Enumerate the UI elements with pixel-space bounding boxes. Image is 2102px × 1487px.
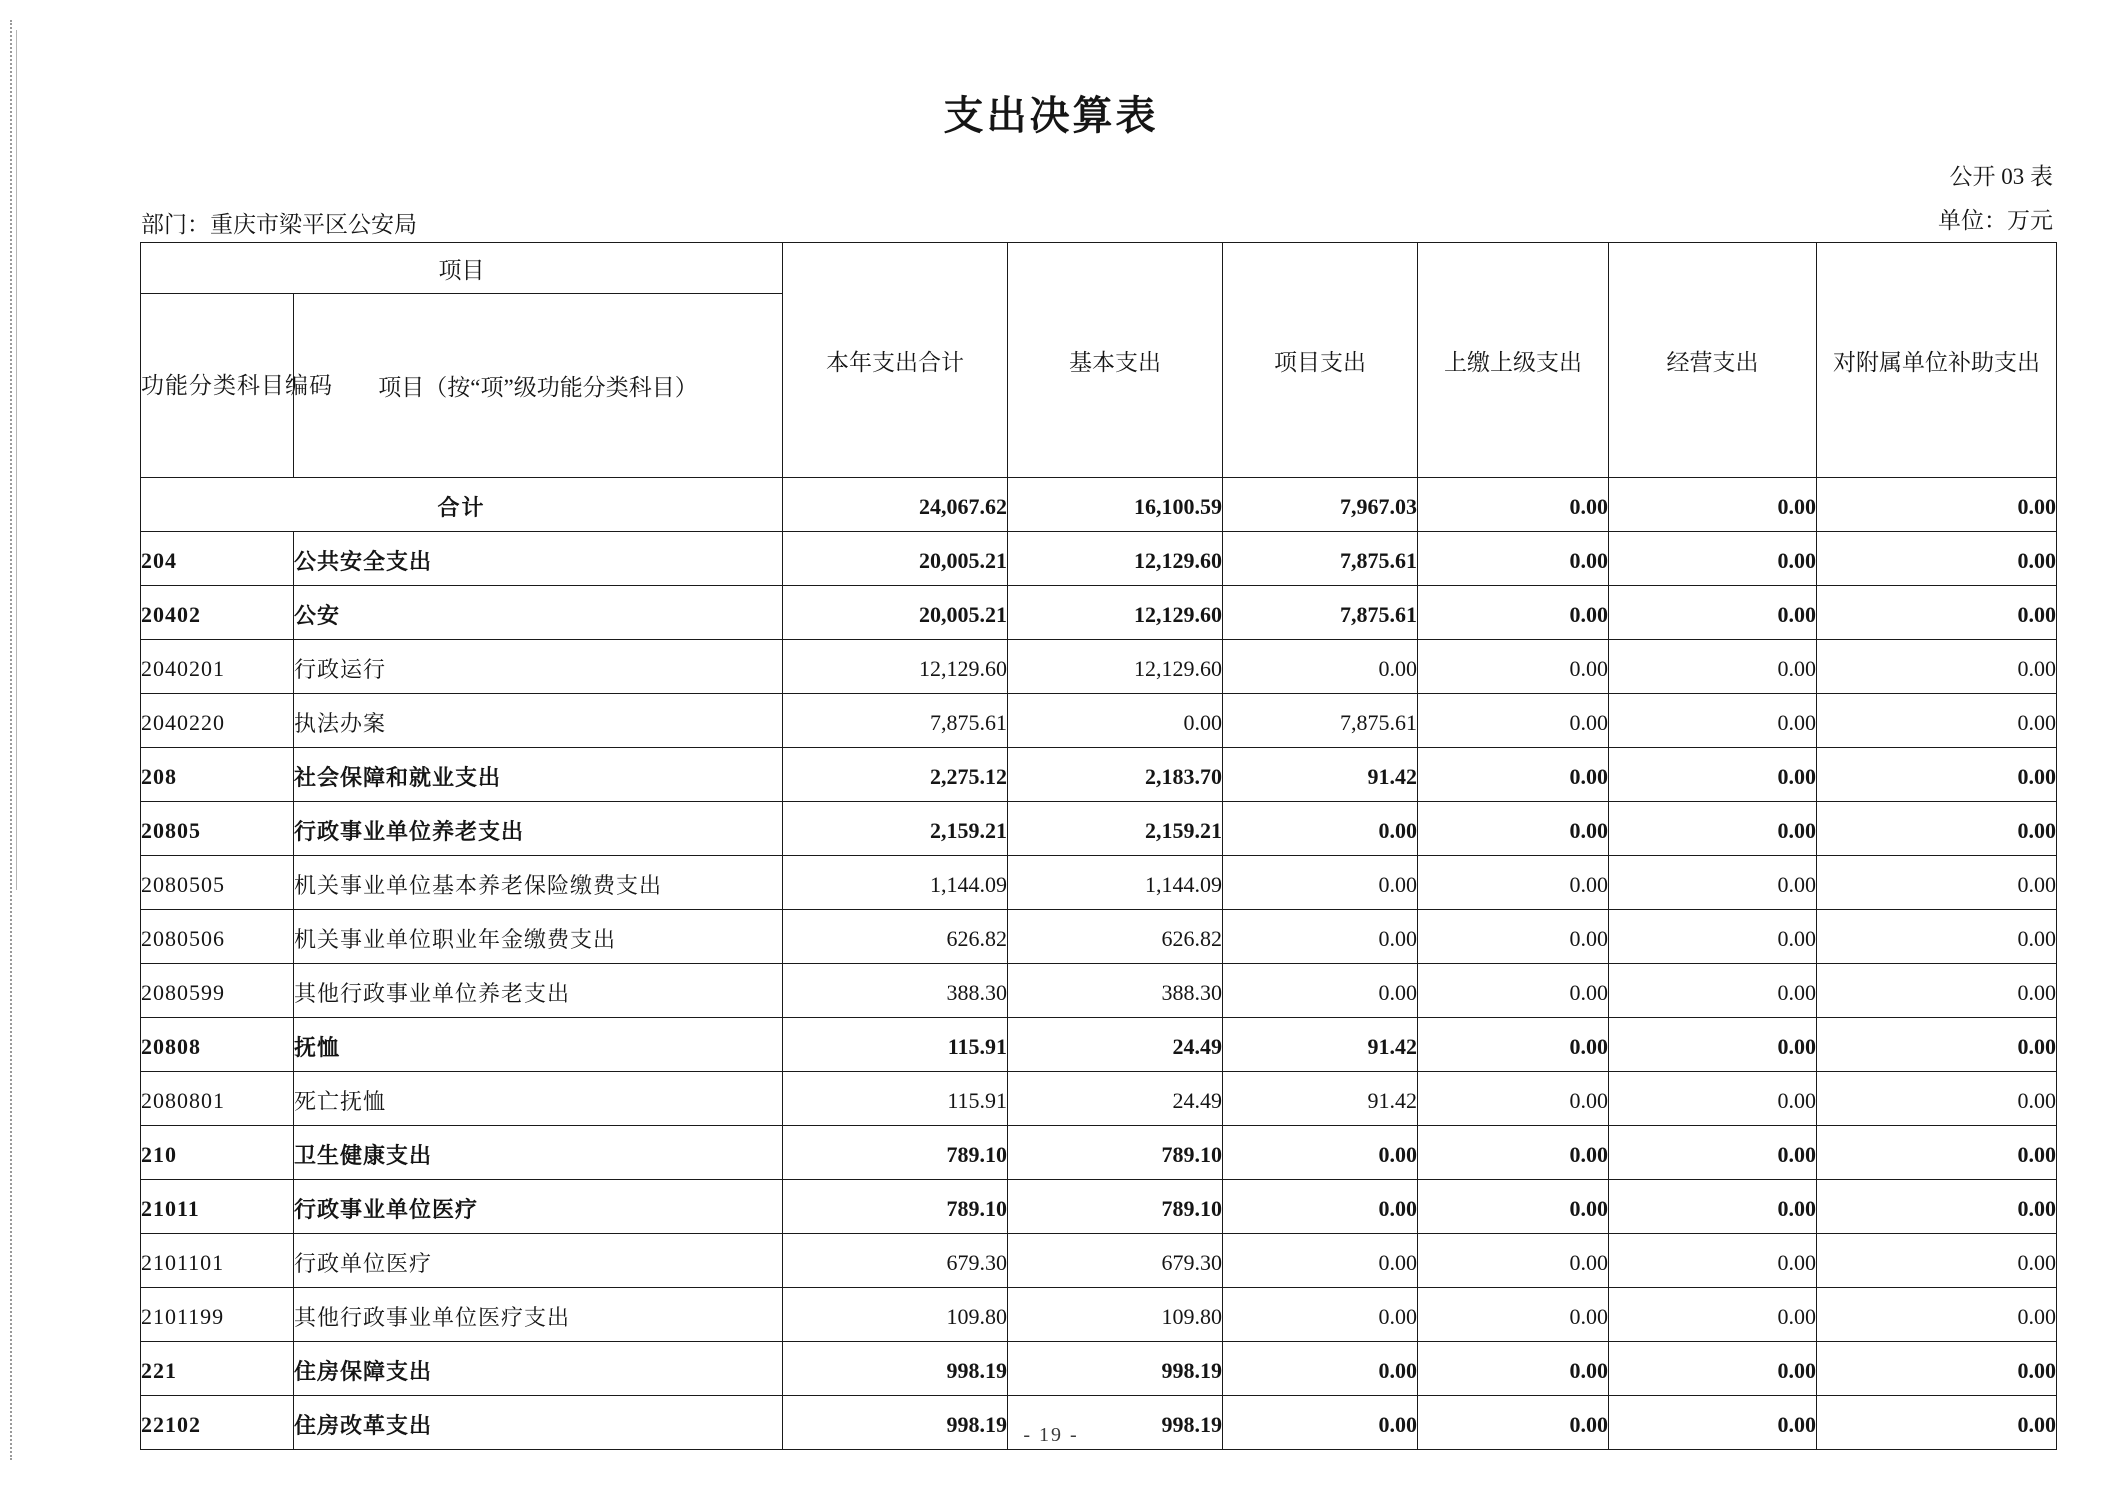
amount-business: 0.00 <box>1609 1342 1817 1396</box>
subject-name: 行政运行 <box>294 640 783 694</box>
subject-name: 其他行政事业单位养老支出 <box>294 964 783 1018</box>
table-row <box>141 532 2057 586</box>
amount-subsidy: 0.00 <box>1817 640 2057 694</box>
table-row <box>141 1072 2057 1126</box>
header-total: 本年支出合计 <box>783 243 1008 478</box>
amount-total: 679.30 <box>783 1234 1008 1288</box>
amount-basic: 0.00 <box>1008 694 1223 748</box>
subject-name: 机关事业单位基本养老保险缴费支出 <box>294 856 783 910</box>
amount-upper-payment: 0.00 <box>1418 964 1609 1018</box>
amount-business: 0.00 <box>1609 964 1817 1018</box>
subject-code: 2080801 <box>141 1072 294 1126</box>
amount-business: 0.00 <box>1609 640 1817 694</box>
header-item: 项目（按“项”级功能分类科目） <box>294 294 783 478</box>
unit-label: 单位：万元 <box>1938 208 2053 233</box>
subject-name: 机关事业单位职业年金缴费支出 <box>294 910 783 964</box>
amount-subsidy: 0.00 <box>1817 1342 2057 1396</box>
subject-name: 行政单位医疗 <box>294 1234 783 1288</box>
amount-business: 0.00 <box>1609 478 1817 532</box>
scan-margin-line <box>16 30 17 890</box>
total-row <box>141 478 2057 532</box>
subject-code: 2080506 <box>141 910 294 964</box>
amount-project: 91.42 <box>1223 1072 1418 1126</box>
subject-name: 其他行政事业单位医疗支出 <box>294 1288 783 1342</box>
amount-business: 0.00 <box>1609 1072 1817 1126</box>
subject-code: 20808 <box>141 1018 294 1072</box>
amount-total: 20,005.21 <box>783 586 1008 640</box>
amount-total: 789.10 <box>783 1180 1008 1234</box>
amount-basic: 789.10 <box>1008 1126 1223 1180</box>
amount-project: 0.00 <box>1223 1126 1418 1180</box>
amount-basic: 626.82 <box>1008 910 1223 964</box>
amount-basic: 16,100.59 <box>1008 478 1223 532</box>
amount-business: 0.00 <box>1609 1180 1817 1234</box>
amount-business: 0.00 <box>1609 856 1817 910</box>
amount-subsidy: 0.00 <box>1817 1072 2057 1126</box>
amount-upper-payment: 0.00 <box>1418 478 1609 532</box>
amount-project: 7,967.03 <box>1223 478 1418 532</box>
amount-project: 7,875.61 <box>1223 586 1418 640</box>
subject-name: 抚恤 <box>294 1018 783 1072</box>
amount-total: 2,159.21 <box>783 802 1008 856</box>
amount-project: 0.00 <box>1223 1396 1418 1450</box>
header-code: 功能分类科目编码 <box>141 294 294 478</box>
amount-total: 115.91 <box>783 1072 1008 1126</box>
amount-total: 789.10 <box>783 1126 1008 1180</box>
amount-upper-payment: 0.00 <box>1418 910 1609 964</box>
amount-total: 626.82 <box>783 910 1008 964</box>
table-row <box>141 964 2057 1018</box>
amount-subsidy: 0.00 <box>1817 802 2057 856</box>
amount-subsidy: 0.00 <box>1817 478 2057 532</box>
table-row <box>141 1180 2057 1234</box>
amount-business: 0.00 <box>1609 1396 1817 1450</box>
amount-project: 7,875.61 <box>1223 532 1418 586</box>
amount-subsidy: 0.00 <box>1817 1288 2057 1342</box>
subject-code: 20805 <box>141 802 294 856</box>
subject-name: 卫生健康支出 <box>294 1126 783 1180</box>
amount-total: 998.19 <box>783 1342 1008 1396</box>
amount-project: 7,875.61 <box>1223 694 1418 748</box>
amount-basic: 1,144.09 <box>1008 856 1223 910</box>
department-label: 部门：重庆市梁平区公安局 <box>141 212 417 237</box>
amount-subsidy: 0.00 <box>1817 586 2057 640</box>
amount-project: 0.00 <box>1223 802 1418 856</box>
subject-code: 21011 <box>141 1180 294 1234</box>
amount-business: 0.00 <box>1609 1126 1817 1180</box>
amount-upper-payment: 0.00 <box>1418 856 1609 910</box>
header-upper-payment: 上缴上级支出 <box>1418 243 1609 478</box>
amount-total: 7,875.61 <box>783 694 1008 748</box>
table-row <box>141 1288 2057 1342</box>
amount-upper-payment: 0.00 <box>1418 1126 1609 1180</box>
table-row <box>141 694 2057 748</box>
table-row <box>141 856 2057 910</box>
subject-name: 公共安全支出 <box>294 532 783 586</box>
amount-basic: 998.19 <box>1008 1396 1223 1450</box>
amount-upper-payment: 0.00 <box>1418 586 1609 640</box>
table-row <box>141 1126 2057 1180</box>
amount-upper-payment: 0.00 <box>1418 1288 1609 1342</box>
subject-code: 204 <box>141 532 294 586</box>
amount-upper-payment: 0.00 <box>1418 1342 1609 1396</box>
table-row <box>141 910 2057 964</box>
subject-name: 执法办案 <box>294 694 783 748</box>
subject-name: 社会保障和就业支出 <box>294 748 783 802</box>
amount-subsidy: 0.00 <box>1817 1018 2057 1072</box>
amount-basic: 12,129.60 <box>1008 532 1223 586</box>
table-row <box>141 1018 2057 1072</box>
table-header <box>141 243 2057 478</box>
amount-upper-payment: 0.00 <box>1418 694 1609 748</box>
header-project: 项目 <box>141 243 783 294</box>
header-basic: 基本支出 <box>1008 243 1223 478</box>
amount-project: 0.00 <box>1223 640 1418 694</box>
amount-upper-payment: 0.00 <box>1418 1234 1609 1288</box>
table-row <box>141 748 2057 802</box>
subject-code: 221 <box>141 1342 294 1396</box>
amount-project: 0.00 <box>1223 964 1418 1018</box>
table-row <box>141 640 2057 694</box>
amount-business: 0.00 <box>1609 802 1817 856</box>
table-row <box>141 1342 2057 1396</box>
amount-subsidy: 0.00 <box>1817 856 2057 910</box>
amount-total: 20,005.21 <box>783 532 1008 586</box>
amount-total: 1,144.09 <box>783 856 1008 910</box>
header-subsidy: 对附属单位补助支出 <box>1817 243 2057 478</box>
amount-upper-payment: 0.00 <box>1418 1018 1609 1072</box>
amount-basic: 2,159.21 <box>1008 802 1223 856</box>
amount-subsidy: 0.00 <box>1817 748 2057 802</box>
amount-subsidy: 0.00 <box>1817 1396 2057 1450</box>
subject-code: 2080599 <box>141 964 294 1018</box>
amount-total: 109.80 <box>783 1288 1008 1342</box>
amount-business: 0.00 <box>1609 694 1817 748</box>
amount-upper-payment: 0.00 <box>1418 532 1609 586</box>
amount-project: 0.00 <box>1223 1180 1418 1234</box>
subject-name: 公安 <box>294 586 783 640</box>
subject-code: 2040201 <box>141 640 294 694</box>
amount-upper-payment: 0.00 <box>1418 1396 1609 1450</box>
amount-project: 0.00 <box>1223 1288 1418 1342</box>
amount-total: 2,275.12 <box>783 748 1008 802</box>
subject-code: 2101101 <box>141 1234 294 1288</box>
table-row <box>141 802 2057 856</box>
subject-name: 死亡抚恤 <box>294 1072 783 1126</box>
amount-project: 0.00 <box>1223 1342 1418 1396</box>
subject-code: 210 <box>141 1126 294 1180</box>
amount-basic: 12,129.60 <box>1008 640 1223 694</box>
expenditure-table <box>140 242 2057 1450</box>
amount-subsidy: 0.00 <box>1817 964 2057 1018</box>
amount-basic: 2,183.70 <box>1008 748 1223 802</box>
subject-name: 行政事业单位养老支出 <box>294 802 783 856</box>
subject-code: 208 <box>141 748 294 802</box>
subject-code: 22102 <box>141 1396 294 1450</box>
table-row <box>141 586 2057 640</box>
subject-code: 2080505 <box>141 856 294 910</box>
amount-total: 12,129.60 <box>783 640 1008 694</box>
amount-basic: 998.19 <box>1008 1342 1223 1396</box>
amount-basic: 388.30 <box>1008 964 1223 1018</box>
amount-business: 0.00 <box>1609 532 1817 586</box>
amount-business: 0.00 <box>1609 1018 1817 1072</box>
amount-business: 0.00 <box>1609 1288 1817 1342</box>
amount-subsidy: 0.00 <box>1817 1234 2057 1288</box>
subject-name: 住房保障支出 <box>294 1342 783 1396</box>
amount-project: 91.42 <box>1223 748 1418 802</box>
amount-business: 0.00 <box>1609 910 1817 964</box>
amount-upper-payment: 0.00 <box>1418 1072 1609 1126</box>
page-title: 支出决算表 <box>943 93 1159 138</box>
header-business: 经营支出 <box>1609 243 1817 478</box>
amount-subsidy: 0.00 <box>1817 910 2057 964</box>
header-project-expenditure: 项目支出 <box>1223 243 1418 478</box>
amount-total: 998.19 <box>783 1396 1008 1450</box>
amount-subsidy: 0.00 <box>1817 1126 2057 1180</box>
amount-total: 115.91 <box>783 1018 1008 1072</box>
subject-code: 20402 <box>141 586 294 640</box>
amount-subsidy: 0.00 <box>1817 532 2057 586</box>
amount-business: 0.00 <box>1609 1234 1817 1288</box>
subject-name: 住房改革支出 <box>294 1396 783 1450</box>
page-number: - 19 - <box>1023 1424 1079 1446</box>
amount-upper-payment: 0.00 <box>1418 802 1609 856</box>
amount-basic: 109.80 <box>1008 1288 1223 1342</box>
subject-code: 2101199 <box>141 1288 294 1342</box>
amount-business: 0.00 <box>1609 748 1817 802</box>
form-number: 公开 03 表 <box>1949 164 2053 189</box>
scan-margin-dotted-line <box>10 20 12 1460</box>
amount-upper-payment: 0.00 <box>1418 748 1609 802</box>
amount-project: 0.00 <box>1223 856 1418 910</box>
table-row <box>141 1234 2057 1288</box>
amount-project: 0.00 <box>1223 1234 1418 1288</box>
amount-total: 24,067.62 <box>783 478 1008 532</box>
amount-basic: 679.30 <box>1008 1234 1223 1288</box>
amount-basic: 789.10 <box>1008 1180 1223 1234</box>
amount-project: 91.42 <box>1223 1018 1418 1072</box>
amount-total: 388.30 <box>783 964 1008 1018</box>
amount-basic: 24.49 <box>1008 1072 1223 1126</box>
total-label: 合计 <box>141 478 783 532</box>
subject-name: 行政事业单位医疗 <box>294 1180 783 1234</box>
subject-code: 2040220 <box>141 694 294 748</box>
amount-upper-payment: 0.00 <box>1418 1180 1609 1234</box>
table-body <box>141 478 2057 1450</box>
amount-subsidy: 0.00 <box>1817 694 2057 748</box>
amount-upper-payment: 0.00 <box>1418 640 1609 694</box>
amount-basic: 12,129.60 <box>1008 586 1223 640</box>
amount-basic: 24.49 <box>1008 1018 1223 1072</box>
amount-subsidy: 0.00 <box>1817 1180 2057 1234</box>
amount-project: 0.00 <box>1223 910 1418 964</box>
amount-business: 0.00 <box>1609 586 1817 640</box>
